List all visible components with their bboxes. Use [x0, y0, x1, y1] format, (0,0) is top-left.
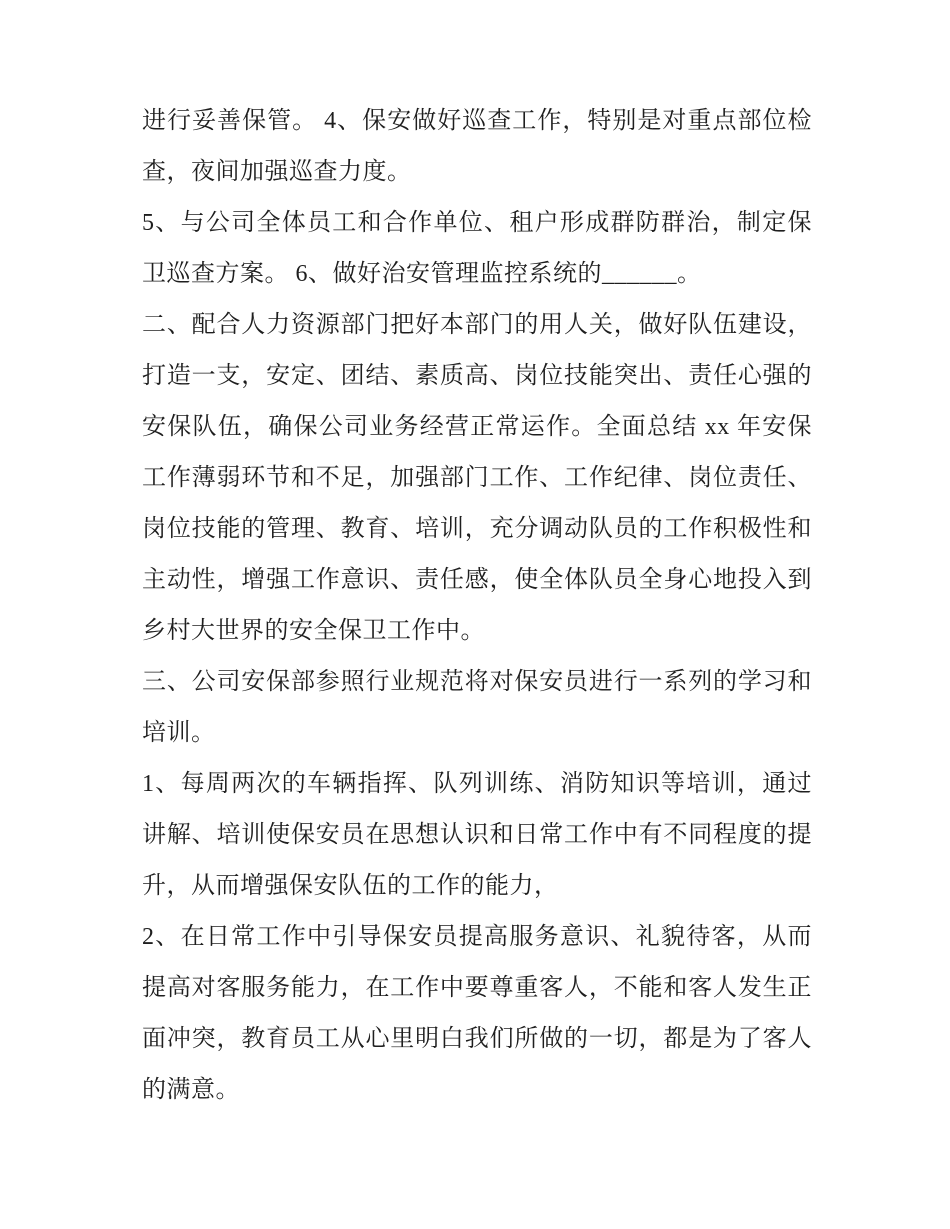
text-line: 进行妥善保管。 4、保安做好巡查工作，特别是对重点部位检: [142, 108, 812, 134]
text-line: 安保队伍，确保公司业务经营正常运作。全面总结 xx 年安保: [142, 414, 812, 440]
document-body-text: [142, 96, 812, 1116]
text-line: 讲解、培训使保安员在思想认识和日常工作中有不同程度的提: [142, 822, 812, 848]
text-line: 提高对客服务能力，在工作中要尊重客人，不能和客人发生正: [142, 975, 812, 1001]
text-line: 2、在日常工作中引导保安员提高服务意识、礼貌待客，从而: [142, 924, 812, 950]
text-line: 主动性，增强工作意识、责任感，使全体队员全身心地投入到: [142, 567, 812, 593]
text-line: 打造一支，安定、团结、素质高、岗位技能突出、责任心强的: [142, 363, 812, 389]
text-line: 的满意。: [142, 1077, 240, 1103]
text-line: 二、配合人力资源部门把好本部门的用人关，做好队伍建设，: [142, 312, 812, 338]
text-line: 乡村大世界的安全保卫工作中。: [142, 618, 485, 644]
text-line: 5、与公司全体员工和合作单位、租户形成群防群治，制定保: [142, 210, 812, 236]
text-line: 查，夜间加强巡查力度。: [142, 159, 412, 185]
text-line: 升，从而增强保安队伍的工作的能力，: [142, 873, 559, 899]
text-line: 三、公司安保部参照行业规范将对保安员进行一系列的学习和: [142, 669, 812, 695]
text-line: 卫巡查方案。 6、做好治安管理监控系统的______。: [142, 261, 702, 287]
text-line: 岗位技能的管理、教育、培训，充分调动队员的工作积极性和: [142, 516, 812, 542]
text-line: 培训。: [142, 720, 216, 746]
text-line: 面冲突，教育员工从心里明白我们所做的一切，都是为了客人: [142, 1026, 812, 1052]
text-line: 工作薄弱环节和不足，加强部门工作、工作纪律、岗位责任、: [142, 465, 812, 491]
text-line: 1、每周两次的车辆指挥、队列训练、消防知识等培训，通过: [142, 771, 812, 797]
